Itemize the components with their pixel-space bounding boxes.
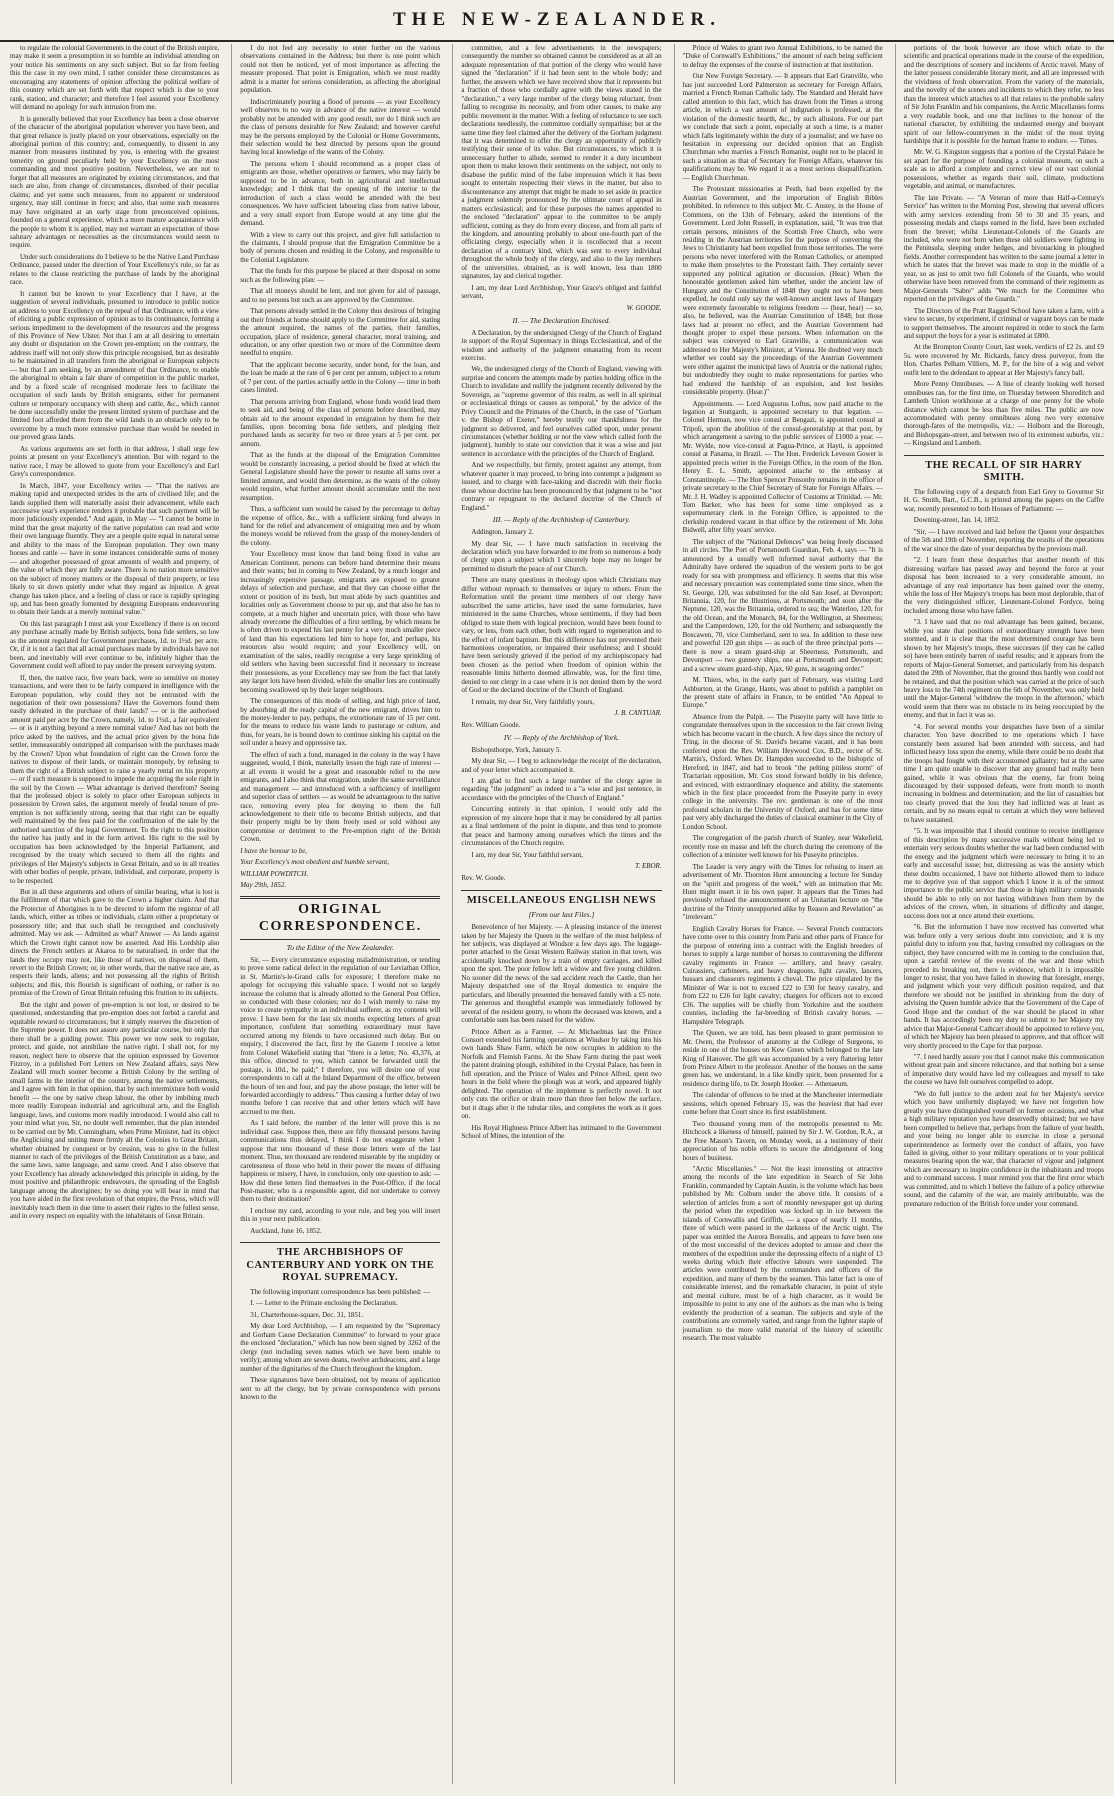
article-paragraph: The congregation of the parish church of Stanley, near Wakefield, recently rose en masse and left the church during the ceremony of the collection of a minister well known for his Puseyite principles. — [682, 834, 883, 860]
addressee: Rev. W. Goode. — [461, 874, 506, 883]
article-paragraph: "7. I need hardly assure you that I cannot make this communication without great pain and sincere reluctance, and that nothing but a sense of imperative duty would have led my colleagues and myself to take the course we have felt ourselves compelled to adopt. — [903, 1053, 1104, 1087]
article-paragraph: Auckland, June 16, 1852. — [250, 1226, 322, 1235]
article-paragraph: Under such considerations do I believe to be the Native Land Purchase Ordinance, passed under the direction of Your Excellency's rule, so far as relates to the clause restricting the purchase of lands by the aboriginal race. — [10, 252, 220, 287]
signature: WILLIAM POWDITCH. — [240, 869, 309, 878]
article-paragraph: The calendar of offences to be tried at the Manchester intermediate sessions, which opened February 15, was the heaviest that had ever come before that Court since its first establishment. — [682, 1091, 883, 1117]
article-paragraph: The Queen, we are told, has been pleased to grant permission to Mr. Owen, the Professor of anatomy at the College of Surgeons, to reside in one of the houses on Kew Green which belonged to the late King of Hanover. The gift was accompanied by a very flattering letter from Prince Albert to the professor. Another of the houses on the same green has, we understand, in a like kindly spirit, been presented for a residence during life, to Dr. Joseph Hooker. — Athenaeum. — [682, 1029, 883, 1088]
signature: T. EBOR. — [635, 862, 662, 871]
article-paragraph: The persons whom I should recommend as a proper class of emigrants are those, whether operatives or farmers, who may fairly be supposed to be in advance, both in agricultural and intellectual knowledge; and I think that the opening of the interior to the introduction of such a class would be attended with the best consequences. We have sufficient labouring class from native labour, and a very small export from Europe would at any time glut the demand. — [240, 159, 441, 228]
section-heading-recall: THE RECALL OF SIR HARRY SMITH. — [904, 455, 1104, 485]
signature: W. GOODE. — [626, 303, 662, 312]
article-paragraph: English Cavalry Horses for France. — Several French contractors have come over to this country from Paris and other parts of France for the purpose of entering into a contract with the English breeders of horses to supply a large number of horses to contravening the different cavalry regiments in France — artillery, and heavy cavalry. Cuirassiers, carbineers, and heavy dragoons, light cavalry, lancers, hussars and chasseurs regiments à cheval. The price stipulated by the Minister of War is not to exceed £22 to £30 for heavy cavalry, and from £22 to £26 for light cavalry; chargers for officers not to exceed £36. The supplies will be chiefly from Yorkshire and the southern counties, including the far-breeding of British cavalry horses. — Hampshire Telegraph. — [682, 924, 883, 1026]
article-paragraph: The effect of such a fund, managed in the colony in the way I have suggested, would, I think, materially lessen the high rate of interest — at all events it would be a great and reasonable relief to the new emigrants, and I also think that emigration, under the same surveillance and management — and introduced with a sufficiency of intelligent and superior class of settlers — as would be advantageous to the native race, removing every plea for denying to them the full acknowledgement to their title to become British subjects, and that their property might be by them freely used or sold without any compromise or detriment to the Pre-emption right of the British Crown. — [240, 750, 441, 844]
article-paragraph: Two thousand young men of the metropolis presented to Mr. Hitchcock a likeness of himself, painted by Sir J. W. Gordon, R.A., at the Free Mason's Tavern, on Monday week, as a testimony of their appreciation of his noble efforts to secure the abridgement of long hours of business. — [682, 1119, 883, 1162]
article-paragraph: Concurring entirely in that opinion, I would only add the expression of my sincere hope that it may be considered by all parties as a final settlement of the point in dispute, and thus tend to promote that peace and harmony among ourselves which the times and the circumstances of the Church require. — [461, 805, 662, 848]
to-editor-line: To the Editor of the New Zealander. — [286, 942, 394, 952]
article-paragraph: That all moneys should be lent, and not given for aid of passage, and to no persons but such as are approved by the Committee. — [240, 287, 441, 304]
article-paragraph: Thus, a sufficient sum would be raised by the percentage to defray the expense of office, &c., with a sufficient sinking fund always in hand for the relief and advancement of emigrating men and by whom the moneys would be relieved from the grasp of the money-lenders of the colony. — [240, 505, 441, 547]
article-paragraph: We, the undersigned clergy of the Church of England, viewing with surprise and concern the attempts made by parties holding office in the Church to invalidate and nullify the judgment recently delivered by the Sovereign, as "supreme governor of this realm, as well in all spiritual or ecclesiastical things or causes as temporal," by the advice of the Privy Council and the Primates of the Church, in the case of "Gorham v. the Bishop of Exeter," hereby testify our thankfulness for the judgment so delivered, and feel ourselves called upon, under present circumstances (whether holding or not the view which called forth the judgment), humbly to state our conviction that it was a wise and just sentence in accordance with the principles of the Church of England. — [461, 365, 662, 458]
article-paragraph: If, then, the native race, five years back, were so sensitive on money transactions, and were then to be fairly compared in intelligence with the European population, why could they not be entrusted with the negotiation of their own possessions? Have the Governors found them easily defeated in the purchase of their lands? — or is the authorised amount paid per acre by the Crown, namely, 1d. to 1½d., a fair equivalent — or is it anything beyond a mere nominal value? And has not both the price asked by the natives, and the actual price given by the bona fide settler, immeasurably outstripped all comparison with the purchases made by the Crown? Upon what foundation of right can the Crown force the natives to dispose of their lands, or maintain monopoly, by refusing to them the right of a British subject to raise a yearly rental on his property — or if such measure is supposed to impede the acquiring the sole right in the soil by the Crown — What advantage is derived therefrom? Seeing that the professed object is solely to place other European subjects in possession by Crown sales, the argument merely of feudal tenure of pre-emption is not sufficiently strong, seeing that that right can be equally well maintained by the fees paid for the confirmation of the sale by the authorised sanction of the legal Government. To the right to this position the native has justly and in the form arrived. His right to the soil by occupation has been acknowledged by the Imperial Parliament, and recognised by the treaty which secured to them all the rights and privileges of Her Majesty's subjects in Great Britain, and so in all treaties with other bodies of people, private, individual, and corporate, property is to be respected. — [10, 673, 220, 885]
article-paragraph: Indiscriminately pouring a flood of persons — as your Excellency well observes to no way in advance of the native interest — would probably not be attended with any good result, nor do I think such are the class of persons desirable for New Zealand; and however careful may be the persons employed by the Colonial or Home Governments, their selection would be best directed by persons upon the ground having local knowledge of the wants of the Colony. — [240, 97, 441, 157]
article-paragraph: I am, my dear Sir, Your faithful servant, — [471, 850, 583, 859]
article-paragraph: On this last paragraph I must ask your Excellency if there is on record any purchase actually made by British subjects, bona fide settlers, so low as the amount regulated for Government purchases, 1d. to 1½d. per acre. Or, if it is not a fact that all actual purchases made by individuals have not been, and inevitably will ever continue to be, infinitely higher than the Government could well afford to pay under the present surveying system. — [10, 619, 220, 671]
article-paragraph: The following copy of a despatch from Earl Grey to Governor Sir H. G. Smith, Bart., G.C.B., is printed among the papers on the Caffre war, recently presented to both Houses of Parliament: — — [903, 488, 1104, 513]
article-paragraph: My dear Sir, — I beg to acknowledge the receipt of the declaration, and of your letter which accompanied it. — [461, 757, 662, 774]
article-paragraph: "Arctic Miscellanies." — Not the least interesting or attractive among the records of the late expedition in Search of Sir John Franklin, commanded by Captain Austin, is the volume which has been published by Mr. Colburn under the above title. It consists of a selection of articles from a sort of monthly newspaper got up during the period when the expedition was locked up in ice between the islands of Cornwallis and Griffith, — a space of nearly 11 months, three of which were passed in the darkness of the Arctic night. The paper was entitled the Aurora Borealis, and appears to have been one of the most successful of the devices adopted to amuse and cheer the members of the expedition under the depressing effects of a night of 13 weeks during which their effective labours were suspended. The articles were contributed by the commanders and officers of the expedition, and many of them by the seamen. This latter fact is one of considerable interest, and the remarkable character, in point of style and mental culture, must be of a high character, as it would be impossible to point to any one of the authors as the man who is being evidently the production of a seaman. The subjects and style of the contributions are extremely varied, and range from the lighter staple of journalism to the more valid material of the history of scientific research. The most valuable — [682, 1165, 883, 1343]
article-paragraph: to regulate the colonial Governments in the court of the British empire, may make it seem a presumption in so humble an individual attending on your notice his sentiments on any such subject. But so far from feeling this the case in my own mind, I rather consider these circumstances as encouraging any statements of opinion affecting the political welfare of this country which are set forth with that respect which is due to your rank, station, and character; and therefore I feel assured your Excellency will demand no apology for such intrusion from me. — [10, 44, 220, 112]
article-paragraph: The following important correspondence has been published: — — [250, 1288, 431, 1297]
article-paragraph: 31, Charterhouse-square, Dec. 31, 1851. — [250, 1310, 364, 1319]
article-paragraph: That the funds for this purpose be placed at their disposal on some such as the following plan: — — [240, 267, 441, 284]
article-paragraph: Downing-street, Jan. 14, 1852. — [913, 516, 1000, 525]
article-paragraph: That persons arriving from England, whose funds would lead them to seek aid, and being of the class of persons before described, may obtain aid to the amount expended in emigration by them for their families, upon becoming bona fide settlers, and pledging their purchased lands as security for two or three years at 5 per cent. per annum. — [240, 397, 441, 448]
closing-line: I have the honour to be, — [240, 846, 308, 855]
article-paragraph: There are many questions in theology upon which Christians may differ without reproach to themselves or injury to others. From the Reformation until the present time members of our clergy have subscribed the same articles, have used the same formularies, have ministered in the same Churches, whose sentiments, if they had been obliged to state them with logical precision, would have been found to vary, or less, from each other, both with regard to regeneration and to the effect of infant baptism. But this difference has not prevented their harmonious cooperation, or impaired their usefulness; and I should have been seriously grieved if the period of my archiepiscopacy had been chosen as the period when freedom of opinion within the reasonable limits hitherto deemed allowable, was, for the first time, denied to our clergy in a case where it is not denied them by the word of God or the declared doctrine of the Church of England. — [461, 576, 662, 695]
article-paragraph: My dear Sir, — I have much satisfaction in receiving the declaration which you have forwarded to me from so numerous a body of clergy upon a subject which I sincerely hope may no longer be permitted to disturb the peace of our Church. — [461, 539, 662, 573]
article-paragraph: I am glad to find such a large number of the clergy agree in regarding "the judgment" as indeed to a "a wise and just sentence, in accordance with the principles of the Church of England." — [461, 776, 662, 802]
column-4 — [674, 44, 883, 1784]
masthead-title: THE NEW-ZEALANDER. — [393, 9, 721, 30]
article-paragraph: The Protestant missionaries at Pesth, had been expelled by the Austrian Government, and the importation of English Bibles prohibited. In reference to this subject Mr. C. Anstey, in the House of Commons, on the 13th of February, asked the intentions of the Government. Lord John Russell, in explanation, said, "It was true that certain persons, ministers of the Scottish Free Church, who were residing in the Austrian territories for the purpose of converting the Jews to Christianity had been expelled from those territories. The were persons who never interfered with the Roman Catholics, or attempted to make them proselytes to the Protestant faith. They certainly never supported any political agitation or discussion. (Hear.) When the honourable gentlemen asked him whether, under the ancient law of Hungary and the Constitution of 1848 they ought not to have been expelled, he could only say the well-known ancient laws of Hungary were extremely favourable to religious freedom — (hear, hear) — so, also, he believed, was the Austrian Constitution of 1848; but those laws had at present no effect, and the Austrian Government had thought proper to expel these persons. When information on the subject was conveyed to Earl Granville, a communication was addressed to Her Majesty's Minister, at Vienna. He doubted very much whether we could say the proceedings of the Austrian Government were either against the municipal laws of Austria or the national rights; but undoubtedly they ought to make representations for parties who had endured the hardship of an expulsion, and lost besides considerable property. (Hear.)" — [682, 185, 883, 397]
addressee: Rev. William Goode. — [461, 721, 521, 730]
signature: J. B. CANTUAR. — [614, 709, 662, 718]
article-paragraph: My dear Lord Archbishop, — I am requested by the "Supremacy and Gorham Cause Declaration Committee" to forward to your grace the enclosed "declaration," which has now been signed by 3262 of the clergy (not including seven names which we have been unable to verify); among whom are seven deans, twelve archdeacons, and a large number of the dignitaries of the Church throughout the kingdom. — [240, 1322, 441, 1373]
article-paragraph: The Directors of the Pratt Ragged School have taken a farm, with a view to secure, by experiment, if criminal or vagrant boys can be made to support themselves. The amount required in order to stock the farm and support the boys for a year is estimated at £800. — [903, 306, 1104, 340]
article-paragraph: Absence from the Pulpit. — The Puseyite party will have little to congratulate themselves upon in the succession to the fair crown living which has become vacant in the church. A few days since the rectory of Tring, in the diocese of St. David's became vacant, and it has been conferred upon the Rev. William Heywood Cox, B.D., rector of St. Martin's, Oxford. When Dr. Hampden succeeded to the bishopric of Hereford, in 1847, and had to brook "the pelting pitiless storm" of Tractarian opposition, Mr. Cox stood forward boldly in his defence, and evinced, with extraordinary eloquence and ability, the statements which in the first place proceeded from the Puseyite party in every college in the university. The rev. gentleman is one of the most profound scholars in the University of Oxford, and has for some time past very ably discharged the duties of classical examiner in the City of London School. — [682, 712, 883, 831]
article-paragraph: A Declaration, by the undersigned Clergy of the Church of England in support of the Royal Supremacy in things Ecclesiastical, and of the wisdom and authority of the judgment emanating from its recent exercise. — [461, 328, 662, 362]
article-paragraph: I remain, my dear Sir, Very faithfully yours, — [471, 697, 595, 706]
article-paragraph: I. — Letter to the Primate enclosing the Declaration. — [250, 1299, 398, 1308]
article-paragraph: As I said before, the number of the letter will prove this is no individual case. Suppose then, there are fifty thousand persons having communications thus delayed, I think I do not exaggerate when I suppose that tens thousand of these those letters were of the last moment. Thus, ten thousand are rendered miserable by the stupidity or carelessness of those who held in their power the means of diffusing happiness or misery, I have, in conclusion, only one question to ask: — How did these letters find themselves in the Post-Office, if the local Post-master, who is a responsible agent, did not undertake to convey them to their destination? — [240, 1119, 441, 1204]
article-paragraph: It cannot but be known to your Excellency that I have, at the suggestion of several individuals, presumed to introduce to public notice an address to your Excellency on the repeal of that Ordinance, with a view of eliciting a public expression of opinion as to its continuance, forming a serious impediment to the development of the resources and the progress of this Province of New Ulster. Not that I am at all desiring to entertain any doubt or disputation on the Crown pre-emption; on the contrary, the address itself will not only show this principle recognised, but as desirable to be maintained in all transfers from the aboriginal or European subjects — but that I am seeking, by an amendment of that Ordinance, to enable the aboriginal to obtain a fair share of competition in the public market, and by a fixed scale of recognised moderate fees to facilitate the occupation of such lands by British emigrants, either for permanent culture or temporary occupancy with sheep and cattle, &c., which cannot be done successfully under the present limited system of purchase and the limited foot afforded them from the wild lands in an obstacle only to be overcome by a much more extensive purchase than would be needed in our proved grass lands. — [10, 289, 220, 442]
article-paragraph: Prince Albert as a Farmer. — At Michaelmas last the Prince Consort extended his farming operations at Windsor by taking into his own hands Shaw Farm, which he now occupies in addition to the Norfolk and Flemish Farms. At the Shaw Farm during the past week the patent draining plough, exhibited in the Crystal Palace, has been in full operation, and the Prince of Wales and Prince Alfred, spent two hours in the field where the plough was at work, and appeared highly delighted. The operation of the implement is perfectly novel. It not only cuts the orifice or drain more than three feet below the surface, but it drags after it the tubular tiles, and completes the work as it goes on. — [461, 1027, 662, 1121]
letter-date: May 29th, 1852. — [240, 881, 287, 890]
article-paragraph: But the right and power of pre-emption is not lost, or desired to be questioned, understanding that pre-emption does not forbid a careful and equitable reward to circumstances; but it simply reserves the discretion of the Supreme power. It does not assure any particular course, but only that there shall be a guiding power. This power we now seek to regulate, protect, and guide, not annihilate the native right. I shall not, for my reason, neglect here to observe that the opinion expressed by Governor Fitzroy, in a published Fort Letters on New Zealand affairs, says New Zealand will much sooner become a British Colony by the settling of small farms in the interior of the country, among the native settlements, and I agree with him in that opinion, that by such intermixture both would benefit — the one by native cheap labour, the other by imbibing much more readily European industrial and agricultural arts, and the English language, laws, and customs more readily introduced. I would also call to your mind what you, Sir, no doubt well remember, that the plan intended to be carried out by Mr. Cunningham, when Prime Minister, had its object the Anglicising and uniting more firmly all the Colonies to Great Britain, whether obtained by conquest or by cession, was to give in the fullest manner to each of the privileges of the British Constitution as a base, and the same laws, same language, and same creed. And I also observe that your Excellency has already acknowledged this principle in aiding, by the most positive and philanthropic endeavours, the spreading of the English language among the aborigines; by so doing you will bear in mind that you have aided in the first revolution of that empire, the Press, which will inevitably teach them in due time to assert their rights to the fullest sense, and in every respect on equality with the inhabitants of Great Britain. — [10, 1000, 220, 1221]
article-paragraph: Your Excellency must know that land being fixed in value are American Continent, persons can before hand determine their means and their wants; but in coming to New Zealand, by a much longer and increasingly expensive passage, emigrants are exposed to greater delays of selection and purchase, and that they can choose either the extent or position of its bush, but must abide by such quantities and localities only as Government choose to put up, and that also he has to compete, at a much higher and uncertain price, with those who have already overcome the difficulties of a first settling, by which means he is often driven to expend his last penny for a very much smaller piece of land than his expectations led him to hope for, and perhaps, his resources also would require; and your Excellency will, on examination of the sales, readily recognise a very large sprinkling of old settlers who having been successful find it necessary to increase their possessions, as your Excellency may see from the fact that lately any larger lots have been divided, while the smaller lots are continually becoming swallowed up by their larger neighbours. — [240, 550, 441, 694]
section-heading-correspondence: ORIGINAL CORRESPONDENCE. — [240, 896, 440, 940]
column-5 — [895, 44, 1104, 1784]
article-paragraph: But in all these arguments and others of similar bearing, what is lost is the fulfilment of that which gave to the Crown a higher claim. And that the Protector of Aborigines is to be directed to inform the registrar of all lands, which, either as tribes or individuals, claim either a proprietary or possessory title; and that such shall be recognised and conclusively admitted. May we ask — Admitted as what? Answer — As lands against which the Crown right cannot now be asserted. And His Lordship also directs the French settlers at Akaroa to be naturalised, in order that the lands they occupy may not, like those of natives, on disposal of them, revert to the British Crown; or, in other words, that the native race are, as respects their lands, aliens; and not possessing all the rights of British subjects; and this, this flourish is significant of nothing, or rather is no promise of the Crown of Great Britain refusing this fruition to its subjects. — [10, 887, 220, 998]
article-paragraph: committee, and a few advertisements in the newspapers; consequently the number so obtained cannot be considered as at all an adequate representation of that portion of the clergy who would have signed the "declaration" if it had been sent to the whole body; and further, the answers which we have received show that it represents but a fraction of those who cordially agree with the views stated in the "declaration," a very large number of the clergy being reluctant, from failing to recognise its necessity, and from other causes, to make any public movement in the matter. With a feeling of reluctance to see such declarations needlessly, the committee cordially sympathise; but at the same time they feel claimed after the delivery of the Gorham judgment that it was determined to offer the clergy an opportunity of publicly testifying their sense of its value. But circumstances, to which it is unnecessary further to allude, seemed to render it a duty incumbent upon them to make known their sentiments on the subject, not only to disabuse the public mind of the false impression which it has been sought to entertain respecting their views in the matter, but also to discountenance any attempt that might be made to set aside in practice a judgment solemnly pronounced by the ultimate court of appeal in matters ecclesiastical; and for these purposes the names appended to the enclosed "declaration" appear to the committee to be amply sufficient, coming as they do from every diocese, and from all parts of the kingdom, and amounting probably to about one-fourth part of the officiating clergy, especially when it is recollected that a recent declaration of a contrary kind, which was sent to every individual throughout the whole body of the clergy, and also to the lay members of the universities, obtained, as is well known, less than 1800 signatures, lay and clerical together. — [461, 44, 662, 281]
article-paragraph: Sir, — Every circumstance exposing maladministration, or tending to prove some radical defect in the regulation of our Leviathan Office, in St. Martin's-le-Grand calls for exposure; I therefore make no apology for occupying this valuable space. I would not so largely increase the column that is already allotted to the General Post Office, so conducted with these colonies; nor do I wish merely to raise my voice to create sympathy in an individual sufferer, as my contents will prove. I have been for the last six months expecting letters of great importance, confident that something extraordinary must have occurred among my friends to have occasioned such delay. But on enquiry, I discovered the fact, first by the Gazette I receive a letter from Colonel Wakefield stating that "there is a letter, No. 43,376, at this office, directed to you, which cannot be forwarded until the postage, is 10d., be paid;" I therefore, you will desire one of your correspondents to call at the Inland Department of the office, between the hours of ten and four, and pay the above postage, the letter will be forwarded accordingly to address." Thus causing a further delay of two months before I can receive that and other letters which will have accrued to me then. — [240, 955, 441, 1116]
source-note: [From our last Files.] — [528, 910, 595, 920]
column-1 — [10, 44, 219, 1784]
article-paragraph: As various arguments are set forth in that address, I shall urge few points at present on your Excellency's attention. But with regard to the native race, I may be allowed to quote from your Excellency's and Earl Grey's correspondence. — [10, 444, 220, 479]
article-paragraph: That as the funds at the disposal of the Emigration Committee would be constantly increasing, a period should be fixed at which the General Legislature should have the power to resume all sums over a limited amount, and would then determine, as the wants of the colony would require, what further amount should accumulate until the next resumption. — [240, 451, 441, 502]
article-paragraph: Addington, January 2. — [471, 528, 534, 537]
masthead — [0, 0, 1114, 42]
article-paragraph: It is generally believed that your Excellency has been a close observer of the character of the aboriginal population wherever you have been, and that great reliance is justly placed on your observations, especially on the aboriginal portion of this country; and, consequently, to dissent in any manner from measures instituted by you, is entering with the greatest temerity on ground peculiarly held by your Excellency on the most commanding and most positive position. Nevertheless, we are not to forget that all measures are originated by existing circumstances, and that such are also, from change of circumstances, disrobed of their peculiar claims; and yet some such measures, from no apparent or understood urgency, may still continue in force; and also, that some such measures may have originated at an early stage from preconceived opinions, founded on a general experience, which a more mature acquaintance with the people to whom it is applied, may not warrant an expectation of those salutary advantages or necessities as the circumstances would seem to require. — [10, 114, 220, 250]
article-paragraph: "Sir, — I have received and laid before the Queen your despatches of the 5th and 19th of November, reporting the results of the operations of the war since the date of your despatches by the previous mail. — [903, 527, 1104, 553]
subheading-reply-canterbury: III. — Reply of the Archbishop of Canterbury. — [492, 515, 631, 525]
article-paragraph: M. Thiers, who, in the early part of February, was visiting Lord Ashburton, at the Grange, Hants, was about to publish a pamphlet on the present state of affairs in France, to be entitled "An Appeal to Europe." — [682, 676, 883, 710]
subheading-reply-york: IV. — Reply of the Archbishop of York. — [503, 732, 620, 742]
article-paragraph: "3. I have said that no real advantage has been gained, because, while you state that positions of extraordinary strength have been stormed, and it is clear that the most determined courage has been shown by her Majesty's troops, these successes (if they can be called so) have been entirely barren of useful results; and it appears from the reports of Major-General Somerset, and particularly from his despatch dated the 29th of November, that the ground thus hardly won could not be retained, and that the position which was carried at the price of such heavy loss to the 74th regiment on the 6th of November, was only held until the Major-General 'withdrew the troops in the afternoon,' which would seem that there was no obstacle to its being reoccupied by the enemy, and that in fact it was so. — [903, 618, 1104, 720]
column-3 — [452, 44, 661, 1784]
section-heading-archbishops: THE ARCHBISHOPS OF CANTERBURY AND YORK ON THE ROYAL SUPREMACY. — [240, 1242, 440, 1285]
article-paragraph: Prince of Wales to grant two Annual Exhibitions, to be named the "Duke of Cornwall's Exhibitions," the amount of each being sufficient to defray the expenses of the course of instruction at that institution. — [682, 44, 883, 69]
article-paragraph: That the applicant become security, under bond, for the loan, and the loan be made at the rate of 6 per cent per annum, subject to a return of 7 per cent. of the parties actually settle in the Colony — time in both cases limited. — [240, 360, 441, 395]
closing-line-2: Your Excellency's most obedient and humble servant, — [240, 858, 389, 867]
article-paragraph: "6. But the information I have now received has converted what was before only a very serious doubt into conviction; and it is my painful duty to inform you that, having consulted my colleagues on the subject, they have concurred with me in coming to the conclusion that, upon a careful review of the events of the war and those which preceded its breaking out, there is evidence, which it is impossible longer to resist, that you have failed in showing that foresight, energy, and judgment which your very difficult position required, and that therefore we should not be justified in shrinking from the duty of advising the Queen humble advice that the Government of the Cape of Good Hope and the conduct of the war should be placed in other hands. It has accordingly been my duty to submit to her Majesty my advice that Major-General Cathcart should be appointed to relieve you, of which her Majesty has been pleased to approve, and that officer will very shortly proceed to the Cape for that purpose. — [903, 923, 1104, 1050]
article-paragraph: I am, my dear Lord Archbishop, Your Grace's obliged and faithful servant, — [461, 283, 662, 301]
article-paragraph: "4. For several months your despatches have been of a similar character. You have described to me operations which I have constantly been assured had been attended with success, and had inflicted heavy loss upon the enemy, while there could be no doubt that the troops had fought with their accustomed gallantry; but at the same time I am quite unable to discover that any ground had really been gained, while it was obvious that the enemy, far from being discouraged by their supposed defeats, were from month to month increasing in boldness and determination; and the list of casualties but too clearly proved that the loss they had inflicted was at least as certain, and by no means equal to certain at which they were believed to have sustained. — [903, 722, 1104, 824]
article-paragraph: I do not feel any necessity to enter further on the various observations contained in the Address; but there is one point which could not then be noticed, yet of most importance as affecting the measure proposed. That point is Emigration, which we must readily admit is a matter for serious consideration, as affecting the aboriginal population. — [240, 44, 441, 95]
article-paragraph: More Penny Omnibuses. — A line of cleanly looking well horsed omnibuses ran, for the first time, on Thursday between Shoreditch and Lambeth Union workhouse at a charge of one penny for the whole distance which cannot be less than five miles. The public are now accommodated with penny omnibuses along two very extensive thorough-fares of the metropolis, viz.: — Holborn and the Borough, and Bishopsgate-street, and between two of its extremest suburbs, viz.: — Kingsland and Lambeth. — [903, 380, 1104, 448]
subheading-declaration: II. — The Declaration Enclosed. — [512, 315, 611, 325]
article-paragraph: The Leader is very angry with the Times for refusing to insert an advertisement of Mr. Thornton Hunt announcing a lecture for Sunday on the "spirit and progress of the week," with an intimation that Mr. Hunt might insert it in his own paper. It appears that the Times had previously refused the announcement of an Unitarian lecture on "the doctrine of the Trinity unsupported alike by Reason and Revelation" as "irrelevant." — [682, 862, 883, 922]
article-paragraph: "2. I learn from these despatches that another month of this distressing warfare has passed away and beyond the force at your disposal has been increased to a very considerable amount, no advantage of any real importance has been gained over the enemy, while the loss of Her Majesty's troops has been most deplorable, that of the very distinguished officer, Lieutenant-Colonel Fordyce, being included among those who have fallen. — [903, 556, 1104, 615]
article-paragraph: His Royal Highness Prince Albert has intimated to the Government School of Mines, the intention of the — [461, 1123, 662, 1140]
article-paragraph: The subject of the "National Defences" was being freely discussed in all circles. The Port of Portsmouth Guardian, Feb. 4, says — "It is announced by a usually well informed naval authority that the Admiralty have ordered the squadron of the western ports to be got ready for sea with promptness and efficiency. It seems that this wise and necessary precaution was contemplated some time since, when the St. George, 120, was substituted for the old San Josef, at Devonport; Britannia, 120, for the Illustrious, at Portsmouth; and soon after the Neptune, 120, was the Britannia, ordered to sea; the Waterloo, 120, for the old Ocean, and the Monarch, 84, for the Wellington, at Sheerness; and the Camperdown, 120, for the old Northern; and subsequently the Boscawen, 70, vice Cumberland, sent to sea. In addition to these new and powerful 120 gun ships — as each of the three principal ports — there is now a steam guard-ship at Sheerness, Portsmouth, and Devonport — two gunnery ships, one at Portsmouth and Devonport; and a screw steam guard-ship, Ajax, 60 guns, in seagoing order." — [682, 537, 883, 673]
article-paragraph: I enclose my card, according to your rule, and beg you will insert this in your next publication. — [240, 1206, 441, 1224]
article-paragraph: Mr. W. G. Kingston suggests that a portion of the Crystal Palace be set apart for the purpose of founding a colonial museum, on such a scale as to afford a complete and correct view of our vast colonial possessions, whether as regards their soil, climate, productions vegetable, and animal, or manufactures. — [903, 148, 1104, 191]
article-paragraph: Bishopsthorpe, York, January 5. — [471, 745, 562, 754]
article-paragraph: Appointments. — Lord Augustus Loftus, now paid attache to the legation at Stuttgardt, is appointed secretary to that legation. — Colonel Herman, now vice consul at Bengazi, is appointed consul at Tripoli, upon the abolition of the consul-generalship at that post, by which arrangement a saving to the public services of £1000 a year. — Mr. Wylde, now vice-consul at Pagua-Prince, at Hayti, is appointed consul at Panama, in Brazil. — The Hon. Frederick Leveson Gower is appointed precis writer in the Foreign Office, in the room of the Hon. Henry E. L. Smith, appointed attache to the embassy at Constantinople. — The Hon Spencer Ponsonby remains in the office of private secretary to the Chief Secretary of State for Foreign Affairs. — Mr. J. H. Wadley is appointed Collector of Customs at Trinidad. — Mr. Tom Barker, who has been for some time employed as a supernumerary clerk in the Foreign Office, is appointed to the clerkship rendered vacant in that office by the retirement of Mr. John Bidwell, after fifty years' service. — [682, 399, 883, 535]
article-paragraph: In March, 1847, your Excellency writes — "That the natives are making rapid and unexpected strides in the arts of civilised life; and the lands supplied them will materially assist their advancement, while each successive year's experience renders it probable that such payment will be more judiciously expended." And again, in May — "I cannot be borne in mind that the great majority of the native population can read and write their own language fluently. They are a people quite equal in natural sense and ability to the mass of the European population. They own many horses and cattle — have in some instances considerable sums of money — and altogether possessed of great amounts of wealth and property, of the value of which they are fully aware. There is no nation more sensitive on the subject of money matters or the disposal of their property, or less likely to sit down quietly under what they regard as injustice. A great change has taken place, and a feeling of class or race is rapidly springing up, and has been greatly fomented by designing Europeans endeavouring to obtain their lands at a merely nominal value." — [10, 481, 220, 617]
article-paragraph: At the Brompton County Court, last week, verdicts of £2 2s. and £9 5s. were recovered by Mr. Rickards, fancy dress purveyor, from the Hon. Charles Pelham Villiers, M. P., for the hire of a wig and velvet outfit lent to the defendant to appear at Her Majesty's fancy ball. — [903, 343, 1104, 377]
article-paragraph: Our New Foreign Secretary. — It appears that Earl Granville, who has just succeeded Lord Palmerston as secretary for Foreign Affairs, married a French Roman Catholic lady. The Standard and Herald have called attention to this fact, which has drawn from the Times a strong article, in which a vast amount of indignation is professed, at the violation of the domestic hearth, &c., by such allusions. For our part we conclude that such a point, especially at such a time, is a matter which falls legitimately within the duty of a journalist; and we have no hesitation in expressing our decided opinion that an English Churchman who marries a French Romanist, ought not to be placed in such a situation as that of Secretary for Foreign Affairs, whatever his qualifications may be. We regard it as a most serious disqualification. — English Churchman. — [682, 72, 883, 182]
article-paragraph: With a view to carry out this project, and give full satisfaction to the claimants, I should propose that the Emigration Committee be a body of persons chosen and residing in the Colony, and responsible to the Colonial Legislature. — [240, 230, 441, 264]
article-paragraph: The late Private. — "A Veteran of more than Half-a-Century's Service" has written to the Morning Post, showing that several officers with army services extending from 50 to 30 and 35 years, and possessing medals and clasps earned in the field, have been excluded from the brevet; whilst Lieutenant-Colonels of the Guards are included, who were not born when these old soldiers were fighting in the Peninsula, sleeping under hedges, and bivouacking in ploughed fields. Another correspondent has written to the same journal a letter in which he states that the brevet was made to stop in the middle of a year, so as just to omit two full Colonels of the Guards, who would otherwise have been removed from the command of their regiments as Major-Generals "Sabre" adds "We much for the Committee who reported on the privileges of the Guards." — [903, 193, 1104, 304]
article-paragraph: "We do full justice to the ardent zeal for her Majesty's service which you have uniformly displayed; we have not forgotten how greatly you have distinguished yourself on former occasions, and what a high military reputation you have deservedly obtained; but we have been compelled to believe that, perhaps from the failure of your health, and your being no longer able to exercise in close a personal superintendence as formerly over the conduct of affairs, you have failed in giving, either to your military operations or to your political measures bearing upon the war, that character of vigour and judgment which are necessary to inspire confidence in the inhabitants and troops and to command success. I must remind you that the first error which was committed, and to which I believe the failure of a policy otherwise sound, and the calamity of the war, are mainly attributable, was the premature reduction of the British force under your command. — [903, 1089, 1104, 1208]
columns — [10, 44, 1104, 1784]
article-paragraph: Benevolence of her Majesty. — A pleasing instance of the interest taken by her Majesty the Queen in the welfare of the most helpless of her subjects, was displayed at Windsor a few days ago. The luggage-porter attached to the Great Western Railway station in that town, was accidentally knocked down by a train of empty carriages, and killed upon the spot. The poor fellow left a widow and five young children. No sooner did the news of the sad accident reach the Castle, than her Majesty despatched one of the Royal domestics to enquire the particulars, and liberally presented the bereaved family with a £5 note. The generous and thoughtful example was immediately followed by several of the resident gentry, to whom the deceased was known, and a comfortable sum has been raised for the widow. — [461, 923, 662, 1025]
article-paragraph: That persons already settled in the Colony thus desirous of bringing out their friends at home should apply to the Committee for aid, stating the amount required, the names of the parties, their families, occupation, place of residence, general character, moral training, and education, or any other question two or more of the Committee deem needful to enquire. — [240, 307, 441, 358]
section-heading-misc-news: MISCELLANEOUS ENGLISH NEWS — [461, 890, 661, 908]
article-paragraph: The consequences of this mode of selling, and high price of land, by absorbing all the ready capital of the new emigrant, drives him to the money-lender to pay, perhaps, the extortionate rate of 15 per cent. for the means to reduce his waste lands to pasturage or culture, and thus, for years, he is bound down to continue sinking his capital on the soil under a heavy and oppressive tax. — [240, 697, 441, 748]
column-2 — [231, 44, 440, 1784]
article-paragraph: And we respectfully, but firmly, protest against any attempt, from whatever quarter it may proceed, to bring into contempt a judgment so issued, and to charge with face-taking and discredit with their flocks those whose doctrine has been pronounced by that judgment to be "not contrary or repugnant to the declared doctrine of the Church of England." — [461, 461, 662, 512]
article-paragraph: These signatures have been obtained, not by means of application sent to all the clergy, but by private correspondence with persons known to the — [240, 1376, 441, 1401]
article-paragraph: "5. It was impossible that I should continue to receive intelligence of this description by many successive mails without being led to entertain very serious doubts whether the war had been conducted with the energy and the judgment which were necessary to bring it to an early and successful issue; but, distressing as was the anxiety which these doubts occasioned, I have not hitherto allowed them to induce me to deprive you of that support which I know it is of the utmost importance to the public service that those in high military commands should be able to rely on not having withdrawn from them by the advices of the crown, when, in situations of difficulty and danger, success does not at once attend their exertions. — [903, 827, 1104, 920]
article-paragraph: portions of the book however are those which relate to the scientific and practical operations made in the course of the expedition, and the descriptions of scenery and incidents of Arctic travel. Many of the latter possess considerable literary merit, and all are impressed with the vividness of fresh observation. From the variety of the materials, and the novelty of the scenes and incidents to which they refer, no less than the interest which attaches to all that relates to the probable safety of Sir John Franklin and his companions, the Arctic Miscellanies forms a very readable book, and one that inclines to the honour of the national character, by exhibiting the undaunted energy and buoyant spirit of our fellow-countrymen in the midst of the most trying hardships that it is possible for the human frame to endure. — Times. — [903, 44, 1104, 145]
